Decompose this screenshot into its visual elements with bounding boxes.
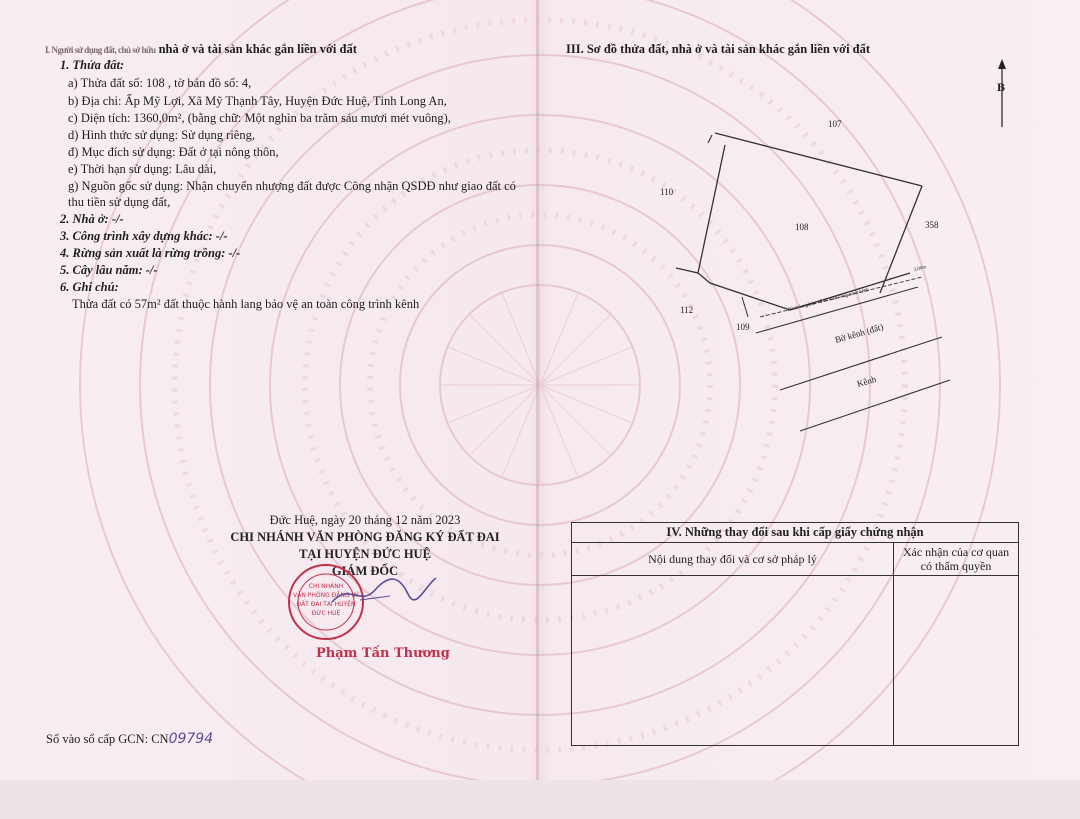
- section-3: 3. Công trình xây dựng khác: -/-: [60, 229, 228, 243]
- boundary-110-tick: [708, 135, 712, 143]
- left-header: [45, 42, 357, 58]
- seal-line-1: CHI NHÁNH: [308, 583, 344, 590]
- label-109: 109: [736, 322, 750, 332]
- section-6-title: 6. Ghi chú:: [60, 280, 119, 294]
- note-line: Thửa đất có 57m² đất thuộc hành lang bảo vệ an toàn công trình kênh: [72, 297, 420, 311]
- bank-label: Bờ kênh (đất): [833, 321, 885, 345]
- parcel-diagram: [660, 55, 1060, 445]
- director-title: GIÁM ĐỐC: [331, 564, 399, 578]
- origin-line-1: g) Nguồn gốc sử dụng: Nhận chuyển nhượng đất được Công nhận QSDĐ như giao đất có: [68, 179, 516, 193]
- south-boundary: [676, 268, 790, 310]
- section-5: 5. Cây lâu năm: -/-: [60, 263, 158, 277]
- north-boundary: [715, 133, 922, 186]
- confirmation-line-1: Xác nhận của cơ quan: [902, 545, 1010, 559]
- canal-line-bottom: [800, 380, 950, 431]
- changes-content-cell: [572, 576, 894, 746]
- gcn-number: 09794: [168, 731, 214, 747]
- east-boundary: [880, 186, 922, 293]
- label-112: 112: [680, 305, 694, 315]
- corridor-label: Hành lang bảo vệ an toàn công trình kênh: [787, 287, 870, 313]
- area-line: c) Diện tích: 1360,0m², (bằng chữ: Một nghìn ba trăm sáu mươi mét vuông),: [68, 111, 451, 125]
- signer-name: Phạm Tấn Thương: [316, 646, 450, 661]
- seal-line-2: VĂN PHÒNG ĐĂNG KÝ: [293, 592, 359, 599]
- usage-term-line: e) Thời hạn sử dụng: Lâu dài,: [68, 162, 217, 176]
- origin-line-2: thu tiền sử dụng đất,: [68, 195, 171, 209]
- label-358: 358: [925, 220, 939, 230]
- left-header-text: nhà ở và tài sản khác gắn liền với đất: [158, 42, 357, 56]
- address-line: b) Địa chỉ: Ấp Mỹ Lợi, Xã Mỹ Thạnh Tây, Huyện Đức Huệ, Tỉnh Long An,: [68, 94, 447, 108]
- left-header-prefix: I. Người sử dụng đất, chủ sở hữu: [45, 45, 156, 55]
- boundary-109-tick: [742, 297, 748, 317]
- seal-line-4: ĐỨC HUỆ: [311, 610, 341, 617]
- signature-scribble: [330, 572, 440, 612]
- office-name-1: CHI NHÁNH VĂN PHÒNG ĐĂNG KÝ ĐẤT ĐAI: [230, 530, 500, 544]
- usage-purpose-line: đ) Mục đích sử dụng: Đất ở tại nông thôn,: [68, 145, 279, 159]
- column-header-content: Nội dung thay đổi và cơ sở pháp lý: [572, 543, 894, 576]
- office-name-2: TẠI HUYỆN ĐỨC HUỆ: [299, 547, 431, 561]
- label-107: 107: [828, 119, 842, 129]
- issue-date: Đức Huệ, ngày 20 tháng 12 năm 2023: [269, 513, 461, 527]
- label-108: 108: [795, 222, 809, 232]
- section-2: 2. Nhà ở: -/-: [60, 212, 124, 226]
- north-arrow-icon: [998, 59, 1006, 69]
- section-4: 4. Rừng sản xuất là rừng trồng: -/-: [60, 246, 241, 260]
- corridor-width: 3,00m: [913, 265, 927, 273]
- scan-bottom-margin: [0, 780, 1080, 819]
- gcn-label: Số vào sổ cấp GCN: CN: [46, 732, 169, 746]
- north-label: B: [997, 80, 1006, 94]
- column-header-confirmation: [894, 543, 1019, 576]
- changes-table-title: IV. Những thay đổi sau khi cấp giấy chứng nhận: [572, 523, 1019, 543]
- gcn-entry: [46, 731, 213, 747]
- canal-label: Kênh: [855, 373, 878, 389]
- label-110: 110: [660, 187, 674, 197]
- west-boundary: [698, 145, 725, 273]
- bank-line-top: [756, 287, 918, 333]
- usage-form-line: d) Hình thức sử dụng: Sử dụng riêng,: [68, 128, 255, 142]
- changes-table: [571, 522, 1019, 746]
- changes-confirmation-cell: [894, 576, 1019, 746]
- section-1-title: 1. Thửa đất:: [60, 58, 125, 72]
- parcel-number-line: a) Thửa đất số: 108 , tờ bản đồ số: 4,: [68, 76, 252, 90]
- confirmation-line-2: có thẩm quyền: [920, 559, 992, 573]
- seal-line-3: ĐẤT ĐAI TẠI HUYỆN: [296, 601, 356, 608]
- page-fold: [536, 0, 539, 819]
- right-header: III. Sơ đồ thửa đất, nhà ở và tài sản khác gắn liền với đất: [566, 42, 871, 56]
